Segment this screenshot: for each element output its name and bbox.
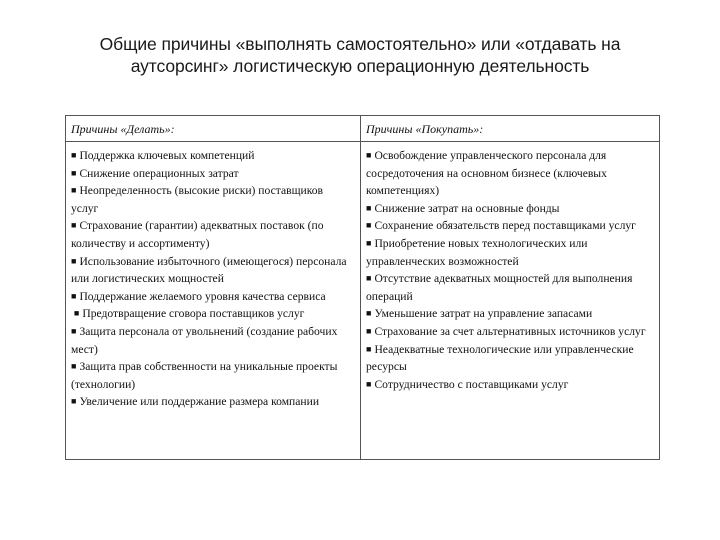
bullet-icon: ■ [71, 255, 77, 266]
list-item [71, 253, 353, 288]
list-item [71, 165, 353, 183]
list-item [71, 147, 353, 165]
bullet-icon: ■ [73, 308, 80, 319]
reason-text: Снижение операционных затрат [79, 166, 239, 180]
reason-text: Защита персонала от увольнений (создание рабочих мест) [71, 324, 338, 356]
bullet-icon: ■ [366, 308, 372, 319]
buy-reasons-list [366, 147, 656, 393]
list-item [71, 305, 353, 323]
list-item [366, 270, 656, 305]
list-item [366, 341, 656, 376]
reason-text: Снижение затрат на основные фонды [374, 201, 560, 215]
bullet-icon: ■ [366, 273, 372, 284]
bullet-icon: ■ [366, 343, 372, 354]
reason-text: Сохранение обязательств перед поставщиками услуг [374, 219, 636, 233]
reason-text: Неадекватные технологические или управленческие ресурсы [366, 342, 634, 374]
list-item [71, 288, 353, 306]
bullet-icon: ■ [366, 378, 372, 389]
reason-text: Страхование за счет альтернативных источников услуг [374, 324, 646, 338]
title-line-1: Общие причины «выполнять самостоятельно» или «отдавать на [99, 34, 621, 54]
bullet-icon: ■ [366, 237, 372, 248]
list-item [71, 182, 353, 217]
bullet-icon: ■ [71, 361, 77, 372]
reason-text: Поддержка ключевых компетенций [79, 149, 255, 162]
bullet-icon: ■ [71, 325, 77, 336]
reason-text: Страхование (гарантии) адекватных поставок (по количеству и ассортименту) [71, 219, 324, 250]
bullet-icon: ■ [366, 325, 372, 336]
list-item [366, 235, 656, 270]
list-item [366, 200, 656, 218]
reason-text: Сотрудничество с поставщиками услуг [374, 377, 569, 391]
make-header: Причины «Делать»: [71, 122, 175, 136]
bullet-icon: ■ [366, 220, 372, 231]
bullet-icon: ■ [71, 167, 77, 178]
title-line-2: аутсорсинг» логистическую операционную деятельность [130, 56, 590, 76]
list-item [366, 376, 656, 394]
bullet-icon: ■ [366, 202, 372, 213]
reason-text: Увеличение или поддержание размера компании [79, 395, 320, 409]
bullet-icon: ■ [71, 150, 77, 160]
list-item [71, 393, 353, 411]
reason-text: Приобретение новых технологических или управленческих возможностей [366, 236, 588, 268]
reason-text: Неопределенность (высокие риски) поставщиков услуг [71, 184, 324, 215]
list-item [71, 217, 353, 252]
buy-header: Причины «Покупать»: [366, 122, 484, 136]
reason-text: Предотвращение сговора поставщиков услуг [82, 307, 305, 321]
list-item [366, 147, 656, 200]
list-item [366, 323, 656, 341]
make-reasons-list [71, 147, 353, 411]
reason-text: Использование избыточного (имеющегося) персонала или логистических мощностей [71, 254, 347, 286]
reason-text: Поддержание желаемого уровня качества сервиса [79, 289, 326, 303]
slide-title [40, 33, 680, 77]
list-item [366, 305, 656, 323]
reason-text: Защита прав собственности на уникальные проекты (технологии) [71, 360, 338, 391]
column-divider [360, 116, 361, 459]
reason-text: Отсутствие адекватных мощностей для выполнения операций [366, 272, 633, 303]
reason-text: Уменьшение затрат на управление запасами [374, 307, 593, 321]
list-item [71, 323, 353, 358]
reasons-table [65, 115, 660, 460]
list-item [71, 358, 353, 393]
list-item [366, 217, 656, 235]
bullet-icon: ■ [366, 150, 372, 160]
bullet-icon: ■ [71, 396, 77, 407]
header-divider [66, 141, 659, 142]
bullet-icon: ■ [71, 220, 77, 231]
reason-text: Освобождение управленческого персонала для сосредоточения на основном бизнесе (ключевых компетенциях) [366, 149, 607, 198]
bullet-icon: ■ [71, 185, 77, 196]
bullet-icon: ■ [71, 290, 77, 301]
